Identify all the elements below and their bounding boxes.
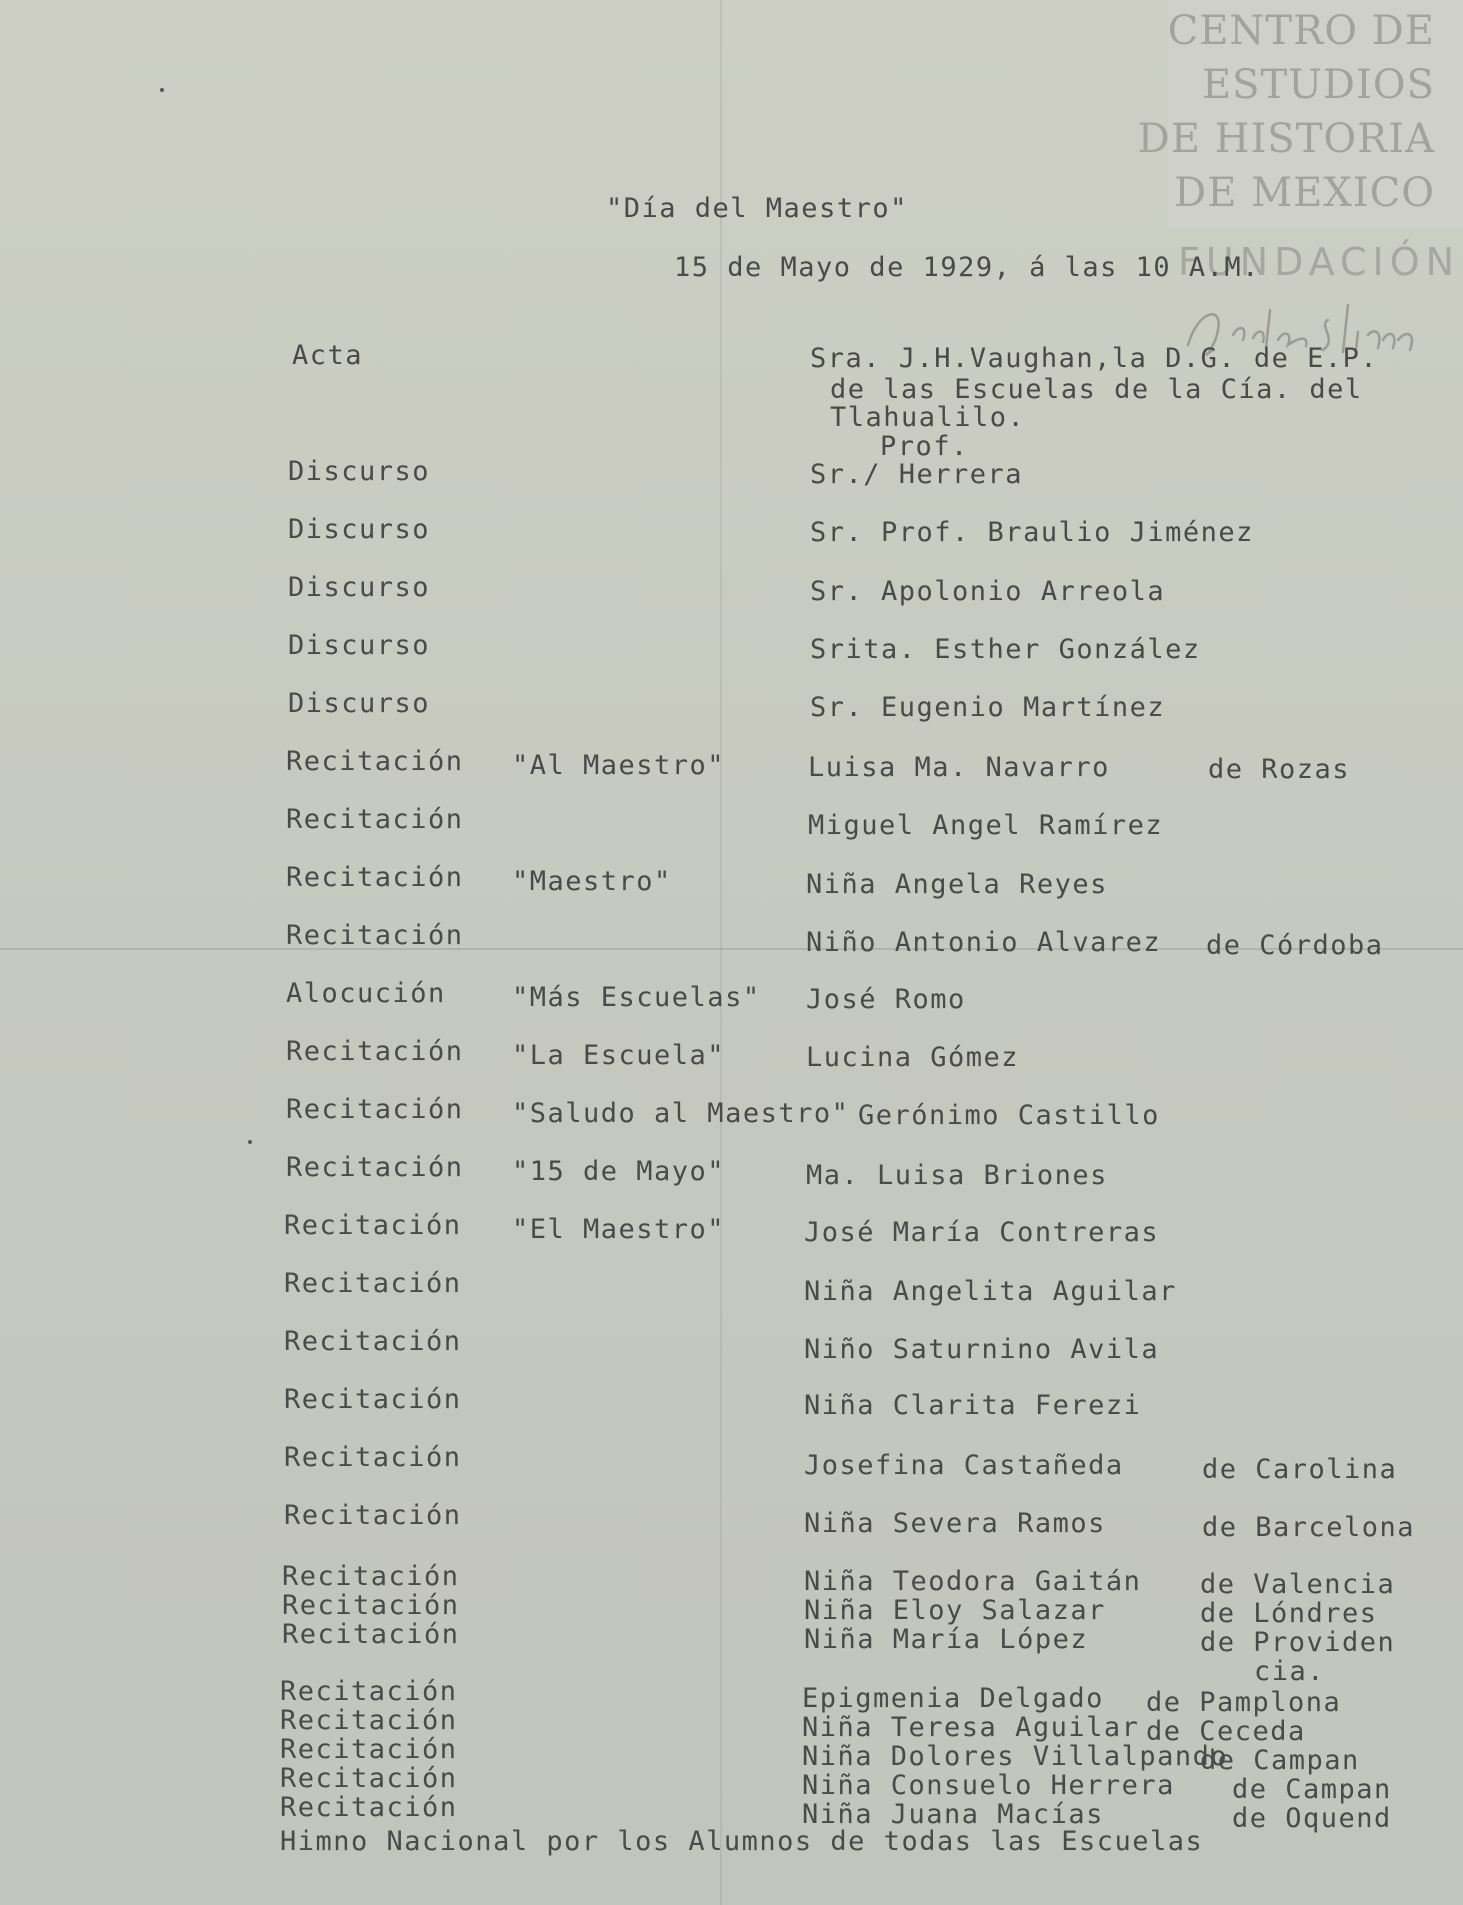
row-act: Recitación xyxy=(286,804,464,835)
group-row-person: Niña Consuelo Herrera xyxy=(802,1770,1175,1801)
row-act: Recitación xyxy=(286,1094,464,1125)
group-row-school: de Providen xyxy=(1200,1627,1396,1658)
group-row-school-continuation: cia. xyxy=(1254,1656,1326,1687)
watermark-line-3: DE HISTORIA xyxy=(1137,116,1435,162)
row-piece: "Saludo al Maestro" xyxy=(512,1098,850,1129)
row-act: Recitación xyxy=(284,1442,462,1473)
row-person: Niña Angela Reyes xyxy=(806,869,1108,900)
group-row-school: de Oquend xyxy=(1232,1803,1392,1834)
group-row-person: Niña Eloy Salazar xyxy=(804,1595,1106,1626)
acta-line-3: Tlahualilo. xyxy=(830,402,1026,433)
group-row-act: Recitación xyxy=(280,1705,458,1736)
watermark-line-1: CENTRO DE xyxy=(1167,8,1435,54)
row-act: Recitación xyxy=(286,1152,464,1183)
group-row-act: Recitación xyxy=(280,1792,458,1823)
row-person: Niña Severa Ramos xyxy=(804,1508,1106,1539)
row-person: Josefina Castañeda xyxy=(804,1450,1124,1481)
group-row-person: Niña Teodora Gaitán xyxy=(804,1566,1142,1597)
fold-line-vertical xyxy=(720,0,722,1905)
row-school: de Córdoba xyxy=(1206,930,1384,961)
row-act: Recitación xyxy=(284,1268,462,1299)
group-row-person: Niña María López xyxy=(804,1624,1089,1655)
acta-label: Acta xyxy=(292,340,364,371)
row-act: Recitación xyxy=(286,746,464,777)
row-person: Niña Clarita Ferezi xyxy=(804,1390,1142,1421)
row-person: Luisa Ma. Navarro xyxy=(808,752,1110,783)
row-person: Sr./ Herrera xyxy=(810,459,1024,490)
group-row-act: Recitación xyxy=(282,1619,460,1650)
group-row-act: Recitación xyxy=(282,1590,460,1621)
watermark-foundation: FUNDACIÓN xyxy=(1178,240,1461,284)
acta-line-2: de las Escuelas de la Cía. del xyxy=(830,374,1363,405)
group-row-person: Epigmenia Delgado xyxy=(802,1683,1104,1714)
row-act: Recitación xyxy=(284,1384,462,1415)
watermark-line-2: ESTUDIOS xyxy=(1201,62,1435,108)
group-row-act: Recitación xyxy=(280,1676,458,1707)
group-row-act: Recitación xyxy=(282,1561,460,1592)
row-person: José Romo xyxy=(806,984,966,1015)
paper-speck xyxy=(160,88,164,92)
group-row-person: Niña Teresa Aguilar xyxy=(802,1712,1140,1743)
group-row-act: Recitación xyxy=(280,1734,458,1765)
row-act: Recitación xyxy=(284,1326,462,1357)
row-person: Gerónimo Castillo xyxy=(858,1100,1160,1131)
group-row-person: Niña Juana Macías xyxy=(802,1799,1104,1830)
row-act: Recitación xyxy=(286,862,464,893)
row-act: Discurso xyxy=(288,688,431,719)
row-school: de Barcelona xyxy=(1202,1512,1416,1543)
row-act: Recitación xyxy=(284,1500,462,1531)
prof-insert: Prof. xyxy=(880,431,969,462)
document-date: 15 de Mayo de 1929, á las 10 A.M. xyxy=(674,252,1260,283)
group-row-act: Recitación xyxy=(280,1763,458,1794)
paper-speck xyxy=(248,1140,252,1144)
row-act: Alocución xyxy=(286,978,446,1009)
row-person: Miguel Angel Ramírez xyxy=(808,810,1164,841)
group-row-school: de Ceceda xyxy=(1146,1716,1306,1747)
group-row-school: de Campan xyxy=(1232,1774,1392,1805)
acta-line-1: Sra. J.H.Vaughan,la D.G. de E.P. xyxy=(810,343,1379,374)
row-act: Discurso xyxy=(288,514,431,545)
row-person: Sr. Apolonio Arreola xyxy=(810,576,1166,607)
archive-watermark xyxy=(1137,0,1463,230)
row-piece: "El Maestro" xyxy=(512,1214,726,1245)
row-act: Recitación xyxy=(286,920,464,951)
document-title: "Día del Maestro" xyxy=(606,193,908,224)
row-piece: "La Escuela" xyxy=(512,1040,726,1071)
row-act: Discurso xyxy=(288,572,431,603)
row-act: Recitación xyxy=(284,1210,462,1241)
group-row-school: de Pamplona xyxy=(1146,1687,1342,1718)
row-person: Sr. Prof. Braulio Jiménez xyxy=(810,517,1254,548)
row-person: Ma. Luisa Briones xyxy=(806,1160,1108,1191)
row-piece: "15 de Mayo" xyxy=(512,1156,726,1187)
group-row-person: Niña Dolores Villalpando xyxy=(802,1741,1229,1772)
row-person: José María Contreras xyxy=(804,1217,1160,1248)
row-piece: "Al Maestro" xyxy=(512,750,726,781)
row-act: Recitación xyxy=(286,1036,464,1067)
row-person: Niño Antonio Alvarez xyxy=(806,927,1162,958)
row-act: Discurso xyxy=(288,456,431,487)
row-school: de Rozas xyxy=(1208,754,1351,785)
row-school: de Carolina xyxy=(1202,1454,1398,1485)
row-piece: "Maestro" xyxy=(512,866,672,897)
row-person: Sr. Eugenio Martínez xyxy=(810,692,1166,723)
group-row-school: de Lóndres xyxy=(1200,1598,1378,1629)
watermark-line-4: DE MEXICO xyxy=(1174,170,1435,216)
row-person: Niña Angelita Aguilar xyxy=(804,1276,1177,1307)
row-person: Srita. Esther González xyxy=(810,634,1201,665)
group-row-school: de Campan xyxy=(1200,1745,1360,1776)
row-act: Discurso xyxy=(288,630,431,661)
closing-line: Himno Nacional por los Alumnos de todas las Escuelas xyxy=(280,1826,1204,1857)
group-row-school: de Valencia xyxy=(1200,1569,1396,1600)
row-person: Niño Saturnino Avila xyxy=(804,1334,1160,1365)
row-person: Lucina Gómez xyxy=(806,1042,1020,1073)
row-piece: "Más Escuelas" xyxy=(512,982,761,1013)
